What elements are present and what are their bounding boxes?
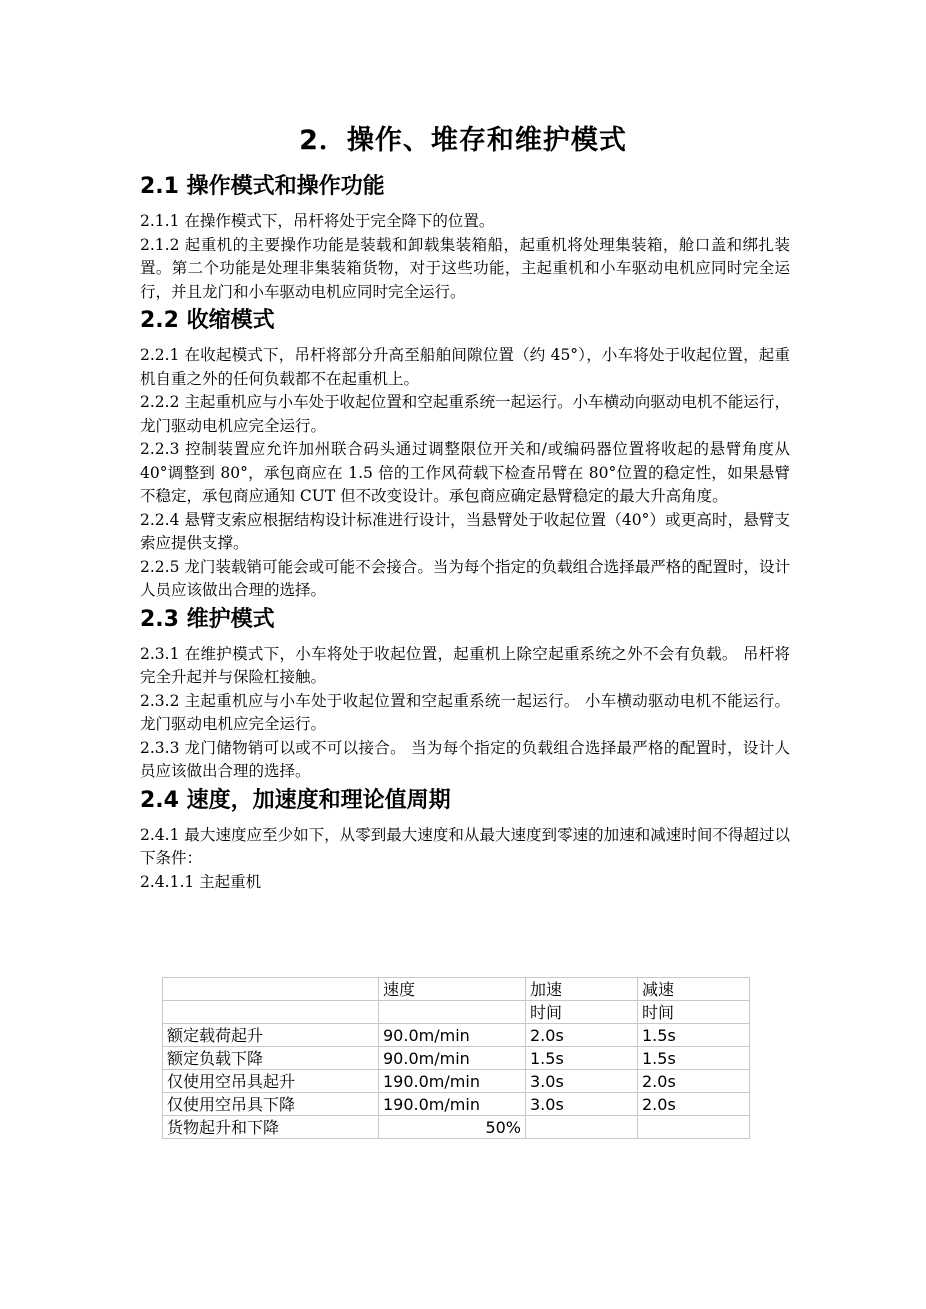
table-cell: 2.0s bbox=[638, 1070, 750, 1093]
document-body bbox=[140, 170, 790, 894]
table-cell: 90.0m/min bbox=[379, 1024, 526, 1047]
table-header-row bbox=[163, 978, 750, 1001]
paragraph: 2.1.1 在操作模式下，吊杆将处于完全降下的位置。 bbox=[140, 212, 495, 230]
paragraph: 2.2.4 悬臂支索应根据结构设计标准进行设计，当悬臂处于收起位置（40°）或更高时，悬臂支索应提供支撑。 bbox=[140, 510, 790, 552]
table-cell: 50% bbox=[379, 1116, 526, 1139]
table-cell: 190.0m/min bbox=[379, 1093, 526, 1116]
table-cell: 额定负载下降 bbox=[163, 1047, 379, 1070]
table-cell: 时间 bbox=[638, 1001, 750, 1024]
section-heading: 2.3 维护模式 bbox=[140, 606, 275, 632]
paragraph: 2.2.5 龙门装载销可能会或可能不会接合。当为每个指定的负载组合选择最严格的配置时，设计人员应该做出合理的选择。 bbox=[140, 557, 790, 599]
table-cell: 190.0m/min bbox=[379, 1070, 526, 1093]
table-row bbox=[163, 1024, 750, 1047]
table-row bbox=[163, 1070, 750, 1093]
paragraph: 2.4.1.1 主起重机 bbox=[140, 872, 262, 891]
table-cell: 3.0s bbox=[526, 1070, 638, 1093]
paragraph: 2.2.3 控制装置应允许加州联合码头通过调整限位开关和/或编码器位置将收起的悬臂角度从 40°调整到 80°，承包商应在 1.5 倍的工作风荷载下检查吊臂在 80°位置的稳定性，如果悬臂不稳定，承包商应通知 CUT 但不改变设计。承包商应确定悬臂稳定的最大升高角度。 bbox=[140, 440, 790, 505]
table-cell: 减速 bbox=[638, 978, 750, 1001]
table-cell: 2.0s bbox=[638, 1093, 750, 1116]
paragraph: 2.3.2 主起重机应与小车处于收起位置和空起重系统一起运行。 小车横动驱动电机不能运行。 龙门驱动电机应完全运行。 bbox=[140, 691, 790, 733]
paragraph: 2.3.3 龙门储物销可以或不可以接合。 当为每个指定的负载组合选择最严格的配置时，设计人员应该做出合理的选择。 bbox=[140, 738, 790, 780]
paragraph: 2.1.2 起重机的主要操作功能是装载和卸载集装箱船，起重机将处理集装箱，舱口盖和绑扎装置。第二个功能是处理非集装箱货物，对于这些功能，主起重机和小车驱动电机应同时完全运行，并且龙门和小车驱动电机应同时完全运行。 bbox=[140, 235, 790, 301]
table-cell bbox=[163, 1001, 379, 1024]
table-row bbox=[163, 1116, 750, 1139]
section-heading: 2.2 收缩模式 bbox=[140, 308, 275, 333]
table-cell: 1.5s bbox=[526, 1047, 638, 1070]
table-row bbox=[163, 1093, 750, 1116]
table-cell: 3.0s bbox=[526, 1093, 638, 1116]
paragraph: 2.2.1 在收起模式下，吊杆将部分升高至船舶间隙位置（约 45°），小车将处于收起位置，起重机自重之外的任何负载都不在起重机上。 bbox=[140, 346, 790, 388]
table-cell: 2.0s bbox=[526, 1024, 638, 1047]
hoist-speed-table bbox=[162, 977, 750, 1139]
table-cell: 仅使用空吊具下降 bbox=[163, 1093, 379, 1116]
table-cell: 额定载荷起升 bbox=[163, 1024, 379, 1047]
table-cell bbox=[379, 1001, 526, 1024]
paragraph: 2.2.2 主起重机应与小车处于收起位置和空起重系统一起运行。小车横动向驱动电机不能运行，龙门驱动电机应完全运行。 bbox=[140, 393, 790, 435]
paragraph: 2.3.1 在维护模式下，小车将处于收起位置，起重机上除空起重系统之外不会有负载。 吊杆将完全升起并与保险杠接触。 bbox=[140, 644, 790, 686]
table-cell bbox=[163, 978, 379, 1001]
table-header-row bbox=[163, 1001, 750, 1024]
table-cell: 90.0m/min bbox=[379, 1047, 526, 1070]
page-title: 2．操作、堆存和维护模式 bbox=[299, 125, 627, 156]
section-heading: 2.1 操作模式和操作功能 bbox=[140, 174, 385, 199]
table-cell: 时间 bbox=[526, 1001, 638, 1024]
table-row bbox=[163, 1047, 750, 1070]
table-cell bbox=[638, 1116, 750, 1139]
table-cell bbox=[526, 1116, 638, 1139]
table-cell: 速度 bbox=[379, 978, 526, 1001]
table-cell: 1.5s bbox=[638, 1047, 750, 1070]
table-cell: 仅使用空吊具起升 bbox=[163, 1070, 379, 1093]
section-heading: 2.4 速度，加速度和理论值周期 bbox=[140, 787, 451, 813]
table-cell: 加速 bbox=[526, 978, 638, 1001]
table-cell: 1.5s bbox=[638, 1024, 750, 1047]
table-cell: 货物起升和下降 bbox=[163, 1116, 379, 1139]
paragraph: 2.4.1 最大速度应至少如下，从零到最大速度和从最大速度到零速的加速和减速时间不得超过以下条件： bbox=[140, 825, 790, 867]
